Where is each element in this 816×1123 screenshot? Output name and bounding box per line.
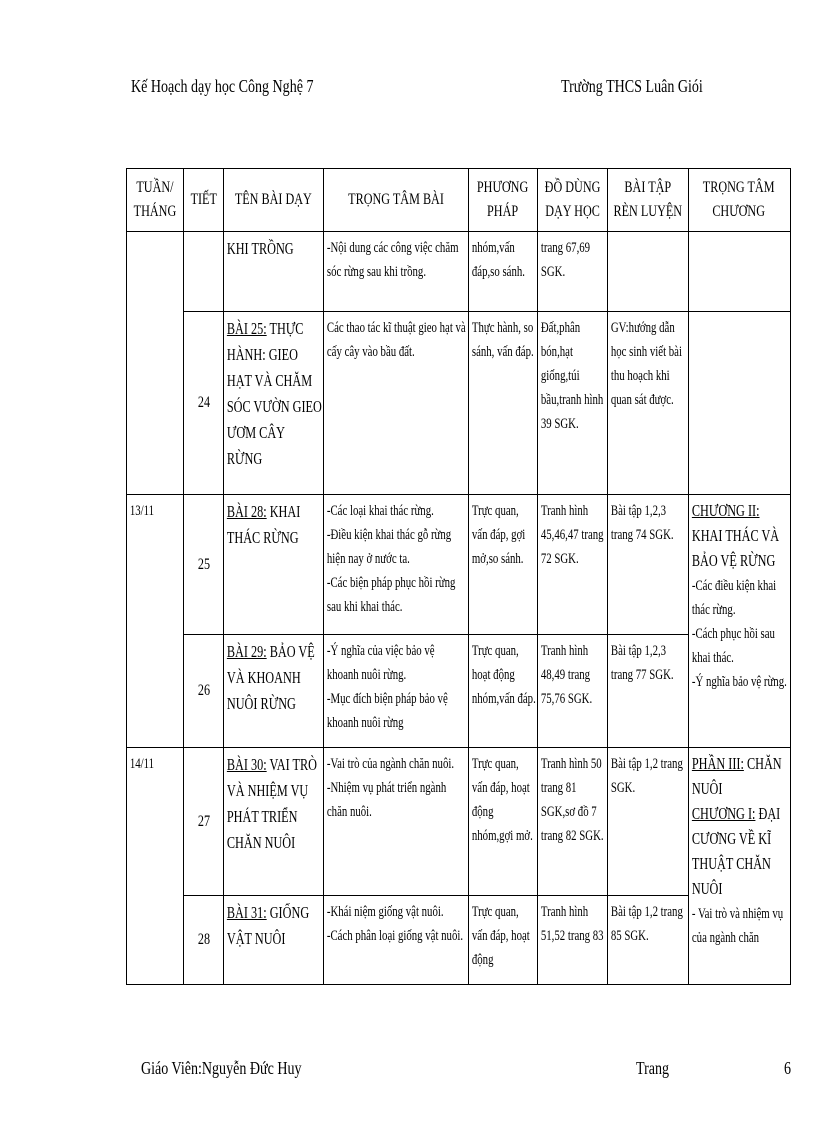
- col-header-chapter: TRỌNG TÂM CHƯƠNG: [688, 169, 790, 232]
- col-header-exercise: BÀI TẬP RÈN LUYỆN: [607, 169, 688, 232]
- table-header-row: [127, 169, 791, 232]
- chapter-cell: [688, 232, 790, 312]
- focus-cell: Các thao tác kĩ thuật gieo hạt và cấy cây vào bầu đất.: [324, 312, 469, 495]
- method-cell: Trực quan, vấn đáp, hoạt động: [469, 896, 538, 985]
- tools-cell: Tranh hình 45,46,47 trang 72 SGK.: [537, 495, 607, 635]
- col-header-lesson: TÊN BÀI DẠY: [224, 169, 324, 232]
- table-row: [127, 312, 791, 495]
- tools-cell: Tranh hình 50 trang 81 SGK,sơ đồ 7 trang 82 SGK.: [537, 748, 607, 896]
- period-cell: 25: [184, 495, 224, 635]
- footer-teacher: Giáo Viên:Nguyễn Đức Huy: [141, 1058, 302, 1078]
- week-cell: 14/11: [127, 748, 184, 985]
- lesson-cell: BÀI 28: KHAI THÁC RỪNG: [224, 495, 324, 635]
- chapter-focus-cell: CHƯƠNG II: KHAI THÁC VÀ BẢO VỆ RỪNG -Các điều kiện khai thác rừng. -Cách phục hồi sau khai thác. -Ý nghĩa bảo vệ rừng.: [688, 495, 790, 748]
- table-row: [127, 748, 791, 896]
- document-header-left: Kế Hoạch dạy học Công Nghệ 7: [131, 76, 314, 96]
- lesson-cell: BÀI 25: THỰC HÀNH: GIEO HẠT VÀ CHĂM SÓC VƯỜN GIEO ƯƠM CÂY RỪNG: [224, 312, 324, 495]
- exercise-cell: GV:hướng dẫn học sinh viết bài thu hoạch khi quan sát được.: [607, 312, 688, 495]
- col-header-period: TIẾT: [184, 169, 224, 232]
- col-header-week: TUẦN/ THÁNG: [127, 169, 184, 232]
- lesson-plan-table: [126, 168, 791, 985]
- focus-cell: -Khái niệm giống vật nuôi. -Cách phân loại giống vật nuôi.: [324, 896, 469, 985]
- chapter-focus-cell: PHẦN III: CHĂN NUÔI CHƯƠNG I: ĐẠI CƯƠNG VỀ KĨ THUẬT CHĂN NUÔI - Vai trò và nhiệm vụ của ngành chăn: [688, 748, 790, 985]
- lesson-cell: BÀI 30: VAI TRÒ VÀ NHIỆM VỤ PHÁT TRIỂN CHĂN NUÔI: [224, 748, 324, 896]
- method-cell: nhóm,vấn đáp,so sánh.: [469, 232, 538, 312]
- period-cell: 24: [184, 312, 224, 495]
- period-cell: 28: [184, 896, 224, 985]
- footer-page-label: Trang: [636, 1058, 670, 1078]
- exercise-cell: [607, 232, 688, 312]
- lesson-cell: BÀI 29: BẢO VỆ VÀ KHOANH NUÔI RỪNG: [224, 635, 324, 748]
- focus-cell: -Nội dung các công việc chăm sóc rừng sau khi trồng.: [324, 232, 469, 312]
- method-cell: Thực hành, so sánh, vấn đáp.: [469, 312, 538, 495]
- document-header-right: Trường THCS Luân Giói: [561, 76, 703, 96]
- period-cell: 26: [184, 635, 224, 748]
- tools-cell: Đất,phân bón,hạt giống,túi bầu,tranh hình 39 SGK.: [537, 312, 607, 495]
- col-header-tools: ĐỒ DÙNG DẠY HỌC: [537, 169, 607, 232]
- exercise-cell: Bài tập 1,2,3 trang 77 SGK.: [607, 635, 688, 748]
- tools-cell: Tranh hình 48,49 trang 75,76 SGK.: [537, 635, 607, 748]
- tools-cell: Tranh hình 51,52 trang 83: [537, 896, 607, 985]
- period-cell: 27: [184, 748, 224, 896]
- focus-cell: -Vai trò của ngành chăn nuôi. -Nhiệm vụ phát triển ngành chăn nuôi.: [324, 748, 469, 896]
- col-header-method: PHƯƠNG PHÁP: [469, 169, 538, 232]
- tools-cell: trang 67,69 SGK.: [537, 232, 607, 312]
- method-cell: Trực quan, vấn đáp, hoạt động nhóm,gợi mở.: [469, 748, 538, 896]
- week-cell: 13/11: [127, 495, 184, 748]
- focus-cell: -Ý nghĩa của việc bảo vệ khoanh nuôi rừng. -Mục đích biện pháp bảo vệ khoanh nuôi rừng: [324, 635, 469, 748]
- col-header-focus: TRỌNG TÂM BÀI: [324, 169, 469, 232]
- period-cell: [184, 232, 224, 312]
- exercise-cell: Bài tập 1,2 trang 85 SGK.: [607, 896, 688, 985]
- chapter-cell: [688, 312, 790, 495]
- week-cell: [127, 232, 184, 495]
- lesson-cell: KHI TRỒNG: [224, 232, 324, 312]
- table-row: [127, 232, 791, 312]
- method-cell: Trực quan, vấn đáp, gợi mở,so sánh.: [469, 495, 538, 635]
- method-cell: Trực quan, hoạt động nhóm,vấn đáp.: [469, 635, 538, 748]
- table-row: [127, 495, 791, 635]
- footer-page-number: 6: [784, 1058, 792, 1078]
- exercise-cell: Bài tập 1,2 trang SGK.: [607, 748, 688, 896]
- focus-cell: -Các loại khai thác rừng. -Điều kiện khai thác gỗ rừng hiện nay ở nước ta. -Các biện pháp phục hồi rừng sau khi khai thác.: [324, 495, 469, 635]
- exercise-cell: Bài tập 1,2,3 trang 74 SGK.: [607, 495, 688, 635]
- lesson-cell: BÀI 31: GIỐNG VẬT NUÔI: [224, 896, 324, 985]
